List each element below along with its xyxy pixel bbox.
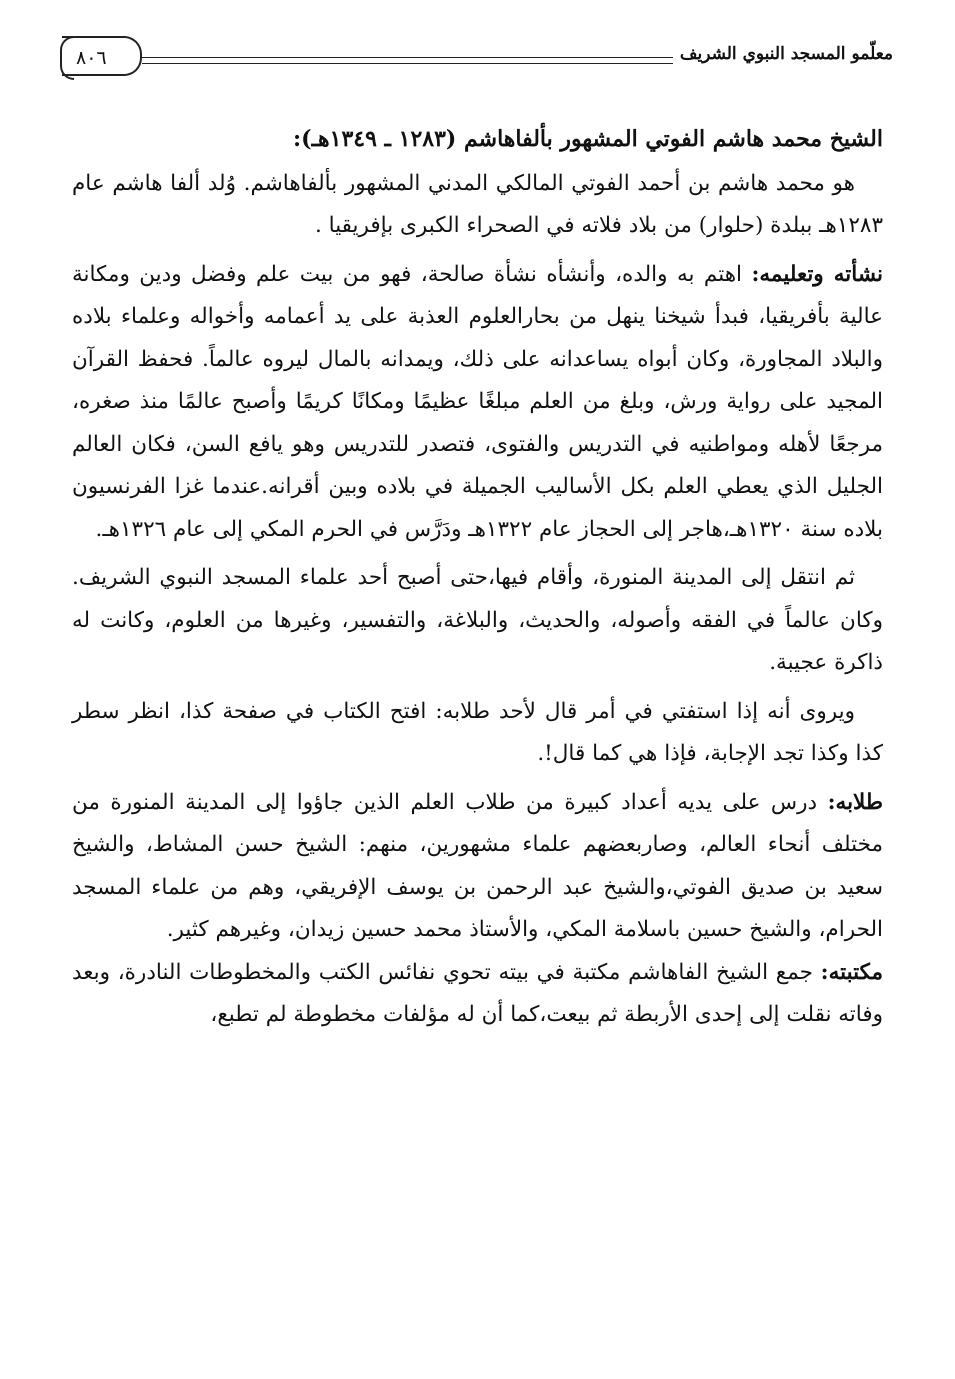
body-text (72, 118, 883, 1037)
running-header (62, 28, 893, 78)
header-rule (142, 57, 673, 64)
madinah-paragraph: ثم انتقل إلى المدينة المنورة، وأقام فيها،حتى أصبح أحد علماء المسجد النبوي الشريف. وكان عالماً في الفقه وأصوله، والحديث، والبلاغة، والتفسير، وغيرها من العلوم، وكانت له ذاكرة عجيبة. (72, 565, 883, 675)
memory-paragraph: ويروى أنه إذا استفتي في أمر قال لأحد طلابه: افتح الكتاب في صفحة كذا، انظر سطر كذا وكذا تجد الإجابة، فإذا هي كما قال!. (72, 698, 883, 766)
running-title: معلّمو المسجد النبوي الشريف (679, 44, 893, 64)
page-number: ٨٠٦ (76, 47, 107, 69)
section-title: الشيخ محمد هاشم الفوتي المشهور بألفاهاشم (١٢٨٣ ـ ١٣٤٩هـ): (293, 126, 883, 152)
library-text: جمع الشيخ الفاهاشم مكتبة في بيته تحوي نفائس الكتب والمخطوطات النادرة، وبعد وفاته نقلت إلى إحدى الأربطة ثم بيعت،كما أن له مؤلفات مخطوطة لم تطبع، (72, 959, 883, 1027)
upbringing-text: اهتم به والده، وأنشأه نشأة صالحة، فهو من بيت علم وفضل ودين ومكانة عالية بأفريقيا، فبدأ شيخنا ينهل من بحارالعلوم العذبة على يد أعمامه وأخواله وعلماء بلاده والبلاد المجاورة، وكان أبواه يساعدانه على ذلك، ويمدانه بالمال ليروه عالماً. فحفظ القرآن المجيد على رواية ورش، وبلغ من العلم مبلغًا عظيمًا ومكانًا كريمًا وأصبح عالمًا منذ صغره، مرجعًا لأهله ومواطنيه في التدريس والفتوى، فتصدر للتدريس وهو يافع السن، فكان العالم الجليل الذي يعطي العلم بكل الأساليب الجميلة في بلاده وبين أقرانه.عندما غزا الفرنسيون بلاده سنة ١٣٢٠هـ،هاجر إلى الحجاز عام ١٣٢٢هـ ودَرَّس في الحرم المكي إلى عام ١٣٢٦هـ. (72, 261, 883, 542)
students-paragraph (72, 782, 883, 952)
students-text: درس على يديه أعداد كبيرة من طلاب العلم الذين جاؤوا إلى المدينة المنورة من مختلف أنحاء العالم، وصاربعضهم علماء مشهورين، منهم: الشيخ حسن المشاط، والشيخ سعيد بن صديق الفوتي،والشيخ عبد الرحمن بن يوسف الإفريقي، وهم من علماء المسجد الحرام، والشيخ حسين باسلامة المكي، والأستاذ محمد حسين زيدان، وغيرهم كثير. (72, 789, 883, 942)
upbringing-paragraph (72, 254, 883, 552)
upbringing-label: نشأته وتعليمه: (751, 261, 884, 287)
library-paragraph (72, 952, 883, 1037)
library-label: مكتبته: (820, 959, 883, 985)
intro-paragraph: هو محمد هاشم بن أحمد الفوتي المالكي المدني المشهور بألفاهاشم. وُلد ألفا هاشم عام ١٢٨٣هـ ببلدة (حلوار) من بلاد فلاته في الصحراء الكبرى بإفريقيا . (72, 170, 883, 238)
page-number-frame (62, 36, 142, 76)
students-label: طلابه: (827, 789, 883, 815)
